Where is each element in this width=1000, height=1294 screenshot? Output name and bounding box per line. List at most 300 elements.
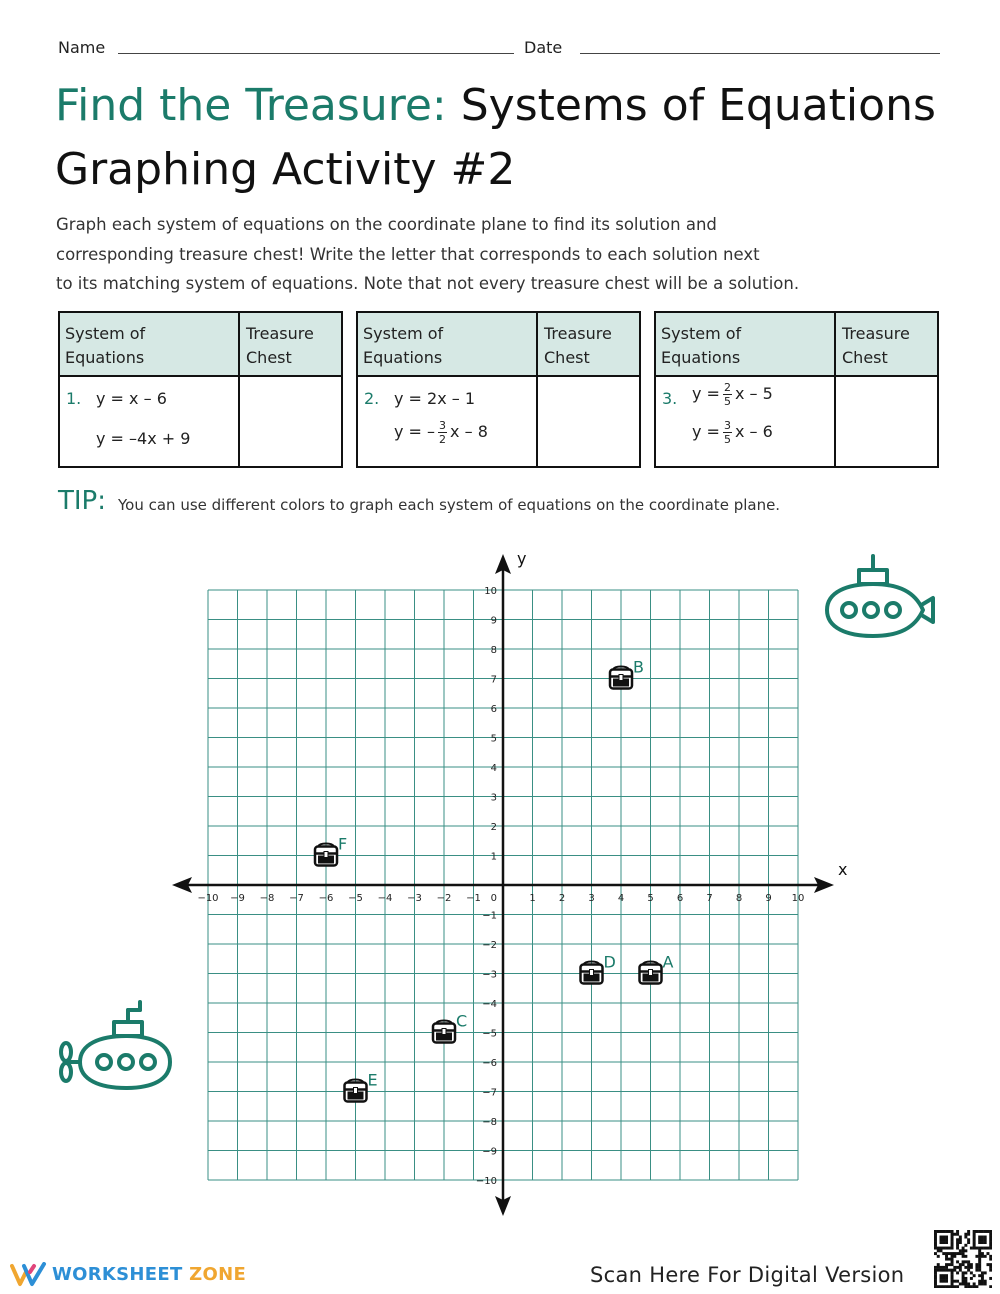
qr-module: [934, 1269, 937, 1272]
y-tick-label: −3: [482, 969, 497, 981]
qr-module: [984, 1282, 987, 1285]
qr-module: [970, 1271, 973, 1274]
qr-module: [975, 1285, 978, 1288]
y-tick-label: 7: [490, 674, 497, 686]
qr-module: [973, 1233, 976, 1236]
qr-module: [978, 1236, 981, 1239]
qr-module: [984, 1238, 987, 1241]
logo-icon: [10, 1262, 48, 1288]
denominator: 2: [439, 433, 447, 446]
qr-module: [978, 1258, 981, 1261]
title-accent: Find the Treasure:: [55, 80, 447, 131]
qr-module: [959, 1249, 962, 1252]
tip-label: TIP:: [58, 486, 106, 516]
qr-module: [989, 1255, 992, 1258]
qr-module: [981, 1282, 984, 1285]
qr-module: [951, 1271, 954, 1274]
qr-module: [984, 1280, 987, 1283]
qr-module: [973, 1230, 976, 1233]
qr-module: [973, 1247, 976, 1250]
chest-label: D: [603, 952, 616, 972]
name-label: Name: [58, 38, 106, 57]
qr-module: [951, 1252, 954, 1255]
qr-module: [956, 1266, 959, 1269]
qr-module: [937, 1230, 940, 1233]
qr-module: [953, 1233, 956, 1236]
table-divider: [238, 313, 240, 466]
system-table-3: [654, 311, 939, 468]
qr-module: [953, 1280, 956, 1283]
qr-module: [981, 1274, 984, 1277]
qr-module: [989, 1247, 992, 1250]
header-chest: [842, 322, 932, 370]
qr-module: [973, 1244, 976, 1247]
qr-module: [989, 1263, 992, 1266]
header-text: Chest: [842, 348, 888, 367]
qr-module: [989, 1258, 992, 1261]
y-tick-label: 4: [490, 763, 497, 774]
qr-module: [934, 1233, 937, 1236]
qr-module: [945, 1238, 948, 1241]
x-tick-label: −4: [377, 893, 393, 904]
qr-module: [940, 1247, 943, 1250]
qr-module: [964, 1233, 967, 1236]
qr-module: [951, 1247, 954, 1250]
qr-module: [940, 1266, 943, 1269]
qr-module: [934, 1241, 937, 1244]
qr-module: [962, 1252, 965, 1255]
qr-module: [962, 1280, 965, 1283]
qr-module: [967, 1238, 970, 1241]
qr-module: [948, 1252, 951, 1255]
table-divider: [834, 313, 836, 466]
qr-module: [945, 1263, 948, 1266]
equation-2: [394, 419, 488, 446]
equation-2: y = –4x + 9: [96, 429, 191, 448]
header-text: System of: [661, 324, 742, 343]
qr-module: [937, 1269, 940, 1272]
qr-module: [934, 1244, 937, 1247]
qr-module: [970, 1247, 973, 1250]
qr-module: [959, 1282, 962, 1285]
qr-module: [934, 1252, 937, 1255]
qr-module: [942, 1236, 945, 1239]
qr-module: [975, 1266, 978, 1269]
x-tick-label: −8: [259, 893, 275, 904]
qr-module: [945, 1247, 948, 1250]
eq-part: x – 8: [450, 422, 488, 441]
qr-module: [973, 1236, 976, 1239]
qr-module: [989, 1233, 992, 1236]
header-text: Equations: [661, 348, 741, 367]
system-table-2: [356, 311, 641, 468]
qr-module: [964, 1244, 967, 1247]
qr-module: [959, 1269, 962, 1272]
qr-module: [967, 1263, 970, 1266]
date-line[interactable]: [580, 53, 940, 54]
qr-module: [937, 1285, 940, 1288]
fraction: [438, 419, 447, 446]
qr-module: [948, 1269, 951, 1272]
problem-number: 2.: [364, 389, 380, 408]
qr-module: [967, 1241, 970, 1244]
qr-module: [942, 1266, 945, 1269]
x-tick-label: −10: [197, 893, 219, 904]
qr-module: [978, 1241, 981, 1244]
qr-module: [948, 1258, 951, 1261]
header-system: [65, 322, 225, 370]
qr-module: [942, 1247, 945, 1250]
chest-label: A: [662, 952, 674, 972]
y-tick-label: 6: [490, 704, 497, 715]
title-rest: Systems of Equations Graphing Activity #2: [55, 80, 936, 195]
qr-module: [981, 1280, 984, 1283]
qr-module: [951, 1255, 954, 1258]
x-tick-label: −2: [436, 893, 452, 904]
qr-module: [959, 1241, 962, 1244]
qr-module: [951, 1260, 954, 1263]
qr-module: [964, 1249, 967, 1252]
denominator: 5: [723, 395, 731, 408]
qr-module: [964, 1236, 967, 1239]
qr-module: [967, 1230, 970, 1233]
qr-module: [962, 1274, 965, 1277]
qr-module: [945, 1285, 948, 1288]
qr-module: [964, 1282, 967, 1285]
qr-module: [978, 1269, 981, 1272]
qr-module: [953, 1252, 956, 1255]
submarine-icon: [54, 998, 178, 1094]
y-tick-label: 5: [490, 733, 497, 745]
qr-module: [942, 1230, 945, 1233]
qr-module: [970, 1266, 973, 1269]
denominator: 5: [723, 433, 731, 446]
instructions-line: Graph each system of equations on the coordinate plane to find its solution and: [56, 215, 717, 234]
chest-label: B: [633, 657, 644, 677]
table-divider: [536, 313, 538, 466]
qr-module: [962, 1263, 965, 1266]
treasure-chest-icon[interactable]: [433, 1021, 455, 1043]
qr-module: [942, 1280, 945, 1283]
qr-module: [964, 1266, 967, 1269]
qr-module: [934, 1236, 937, 1239]
x-tick-label: 4: [617, 893, 625, 904]
qr-module: [964, 1260, 967, 1263]
x-tick-label: 1: [529, 893, 536, 904]
qr-module: [951, 1274, 954, 1277]
header-text: System of: [65, 324, 146, 343]
qr-module: [934, 1238, 937, 1241]
problem-number: 3.: [662, 389, 678, 408]
qr-module: [951, 1258, 954, 1261]
y-tick-label: −5: [482, 1028, 497, 1040]
qr-module: [967, 1233, 970, 1236]
name-line[interactable]: [118, 53, 514, 54]
x-tick-label: 2: [558, 893, 566, 904]
qr-module: [956, 1230, 959, 1233]
qr-module: [942, 1252, 945, 1255]
qr-module: [948, 1247, 951, 1250]
qr-module: [951, 1230, 954, 1233]
y-tick-label: −10: [475, 1176, 497, 1187]
qr-module: [978, 1249, 981, 1252]
qr-module: [956, 1252, 959, 1255]
qr-module: [945, 1280, 948, 1283]
qr-module: [937, 1255, 940, 1258]
equation-1: y = x – 6: [96, 389, 167, 408]
qr-module: [967, 1266, 970, 1269]
qr-module: [942, 1241, 945, 1244]
equation-2: [692, 419, 773, 446]
qr-module: [934, 1247, 937, 1250]
treasure-chest-icon[interactable]: [345, 1080, 367, 1102]
page-title: [55, 74, 955, 202]
x-tick-label: −1: [466, 893, 481, 904]
y-tick-label: 1: [490, 851, 497, 863]
numerator: 3: [439, 419, 447, 432]
qr-module: [948, 1285, 951, 1288]
y-tick-label: −2: [482, 940, 497, 951]
header-text: Equations: [363, 348, 443, 367]
qr-module: [978, 1266, 981, 1269]
qr-module: [934, 1271, 937, 1274]
qr-module: [975, 1255, 978, 1258]
qr-module: [934, 1282, 937, 1285]
qr-module: [956, 1233, 959, 1236]
qr-module: [959, 1238, 962, 1241]
qr-module: [951, 1241, 954, 1244]
qr-module: [962, 1277, 965, 1280]
y-tick-label: −1: [482, 910, 497, 922]
qr-module: [989, 1277, 992, 1280]
qr-module: [945, 1241, 948, 1244]
qr-module: [962, 1247, 965, 1250]
qr-module: [970, 1285, 973, 1288]
eq-part: y =: [692, 384, 720, 403]
numerator: 2: [723, 381, 731, 394]
qr-module: [945, 1274, 948, 1277]
qr-module: [989, 1230, 992, 1233]
qr-module: [940, 1274, 943, 1277]
y-tick-label: −7: [482, 1087, 497, 1099]
qr-module: [964, 1285, 967, 1288]
qr-module: [934, 1266, 937, 1269]
qr-module: [956, 1244, 959, 1247]
chest-label: C: [456, 1011, 468, 1031]
x-tick-label: 10: [791, 893, 805, 904]
qr-module: [940, 1236, 943, 1239]
qr-module: [934, 1280, 937, 1283]
qr-module: [945, 1236, 948, 1239]
qr-module: [984, 1230, 987, 1233]
qr-module: [951, 1236, 954, 1239]
qr-module: [937, 1247, 940, 1250]
qr-module: [945, 1255, 948, 1258]
qr-module: [981, 1236, 984, 1239]
header-text: Treasure: [544, 324, 612, 343]
brand-part: ZONE: [189, 1264, 247, 1285]
qr-module: [970, 1277, 973, 1280]
y-tick-label: 3: [490, 792, 497, 804]
qr-module: [967, 1260, 970, 1263]
x-tick-label: 8: [735, 893, 743, 904]
qr-module: [989, 1266, 992, 1269]
qr-module: [978, 1252, 981, 1255]
qr-module: [975, 1230, 978, 1233]
qr-module: [951, 1238, 954, 1241]
qr-module: [951, 1277, 954, 1280]
qr-module: [978, 1274, 981, 1277]
qr-module: [945, 1230, 948, 1233]
treasure-chest-icon[interactable]: [315, 844, 337, 866]
qr-module: [978, 1260, 981, 1263]
y-tick-label: 10: [484, 586, 497, 597]
qr-module: [984, 1241, 987, 1244]
qr-module: [945, 1266, 948, 1269]
qr-module: [962, 1249, 965, 1252]
qr-module: [940, 1277, 943, 1280]
qr-module: [964, 1255, 967, 1258]
qr-module: [953, 1255, 956, 1258]
qr-module: [940, 1230, 943, 1233]
qr-module: [986, 1263, 989, 1266]
qr-module: [973, 1274, 976, 1277]
qr-module: [978, 1238, 981, 1241]
qr-module: [940, 1238, 943, 1241]
qr-module: [981, 1252, 984, 1255]
qr-module: [975, 1263, 978, 1266]
x-axis-label: x: [838, 860, 848, 879]
equation-1: [692, 381, 773, 408]
x-tick-label: −6: [318, 893, 334, 904]
qr-module: [945, 1269, 948, 1272]
eq-part: y =: [692, 422, 720, 441]
qr-module: [953, 1269, 956, 1272]
qr-module: [956, 1280, 959, 1283]
qr-module: [940, 1280, 943, 1283]
qr-module: [940, 1241, 943, 1244]
qr-module: [989, 1244, 992, 1247]
y-tick-label: 9: [490, 615, 497, 627]
treasure-chest-icon[interactable]: [581, 962, 603, 984]
qr-module: [934, 1230, 937, 1233]
qr-module: [948, 1230, 951, 1233]
qr-module: [959, 1263, 962, 1266]
qr-module: [937, 1263, 940, 1266]
qr-module: [942, 1274, 945, 1277]
instructions-line: to its matching system of equations. Note that not every treasure chest will be a solution.: [56, 274, 800, 293]
qr-module: [986, 1247, 989, 1250]
qr-module: [973, 1285, 976, 1288]
header-text: Treasure: [842, 324, 910, 343]
qr-module: [984, 1247, 987, 1250]
qr-module: [937, 1266, 940, 1269]
treasure-chest-icon[interactable]: [610, 667, 632, 689]
qr-module: [951, 1269, 954, 1272]
qr-module: [984, 1255, 987, 1258]
brand-name: [52, 1264, 246, 1285]
qr-code-icon[interactable]: [934, 1230, 992, 1288]
qr-module: [956, 1241, 959, 1244]
qr-module: [973, 1241, 976, 1244]
header-system: [363, 322, 523, 370]
y-axis-label: y: [517, 549, 527, 568]
x-tick-label: −9: [230, 893, 245, 904]
qr-module: [937, 1249, 940, 1252]
qr-module: [978, 1280, 981, 1283]
qr-module: [956, 1271, 959, 1274]
qr-module: [942, 1277, 945, 1280]
qr-module: [962, 1282, 965, 1285]
qr-module: [940, 1249, 943, 1252]
x-tick-label: 3: [588, 893, 595, 904]
qr-module: [984, 1271, 987, 1274]
qr-module: [984, 1236, 987, 1239]
qr-module: [956, 1285, 959, 1288]
qr-module: [986, 1230, 989, 1233]
header-system: [661, 322, 821, 370]
qr-module: [956, 1247, 959, 1250]
qr-module: [948, 1263, 951, 1266]
y-tick-label: 2: [490, 822, 497, 833]
qr-module: [951, 1233, 954, 1236]
x-tick-label: −5: [348, 893, 363, 904]
qr-module: [945, 1252, 948, 1255]
qr-module: [989, 1269, 992, 1272]
qr-module: [978, 1230, 981, 1233]
qr-module: [956, 1260, 959, 1263]
qr-module: [981, 1230, 984, 1233]
qr-module: [934, 1277, 937, 1280]
qr-module: [959, 1236, 962, 1239]
qr-module: [981, 1238, 984, 1241]
treasure-chest-icon[interactable]: [640, 962, 662, 984]
header-text: System of: [363, 324, 444, 343]
qr-module: [989, 1236, 992, 1239]
y-tick-label: −9: [482, 1146, 497, 1158]
qr-module: [951, 1285, 954, 1288]
y-tick-label: −4: [482, 999, 497, 1010]
qr-module: [942, 1285, 945, 1288]
equation-1: y = 2x – 1: [394, 389, 476, 408]
problem-number: 1.: [66, 389, 82, 408]
brand-part: WORKSHEET: [52, 1264, 183, 1285]
qr-module: [959, 1266, 962, 1269]
x-tick-label: 6: [676, 893, 684, 904]
qr-module: [967, 1269, 970, 1272]
header-text: Equations: [65, 348, 145, 367]
qr-module: [945, 1258, 948, 1261]
chest-label: E: [367, 1070, 378, 1090]
instructions-line: corresponding treasure chest! Write the letter that corresponds to each solution next: [56, 244, 760, 264]
qr-module: [989, 1238, 992, 1241]
qr-module: [951, 1282, 954, 1285]
header-text: Chest: [246, 348, 292, 367]
x-tick-label: 5: [647, 893, 654, 904]
fraction: [723, 381, 732, 408]
qr-module: [956, 1238, 959, 1241]
x-tick-label: 9: [765, 893, 772, 904]
numerator: 3: [723, 419, 731, 432]
system-table-1: [58, 311, 343, 468]
qr-module: [951, 1263, 954, 1266]
qr-module: [959, 1252, 962, 1255]
qr-module: [978, 1247, 981, 1250]
x-tick-label: −3: [407, 893, 422, 904]
qr-module: [981, 1277, 984, 1280]
qr-module: [962, 1271, 965, 1274]
y-tick-label: −6: [482, 1058, 497, 1069]
